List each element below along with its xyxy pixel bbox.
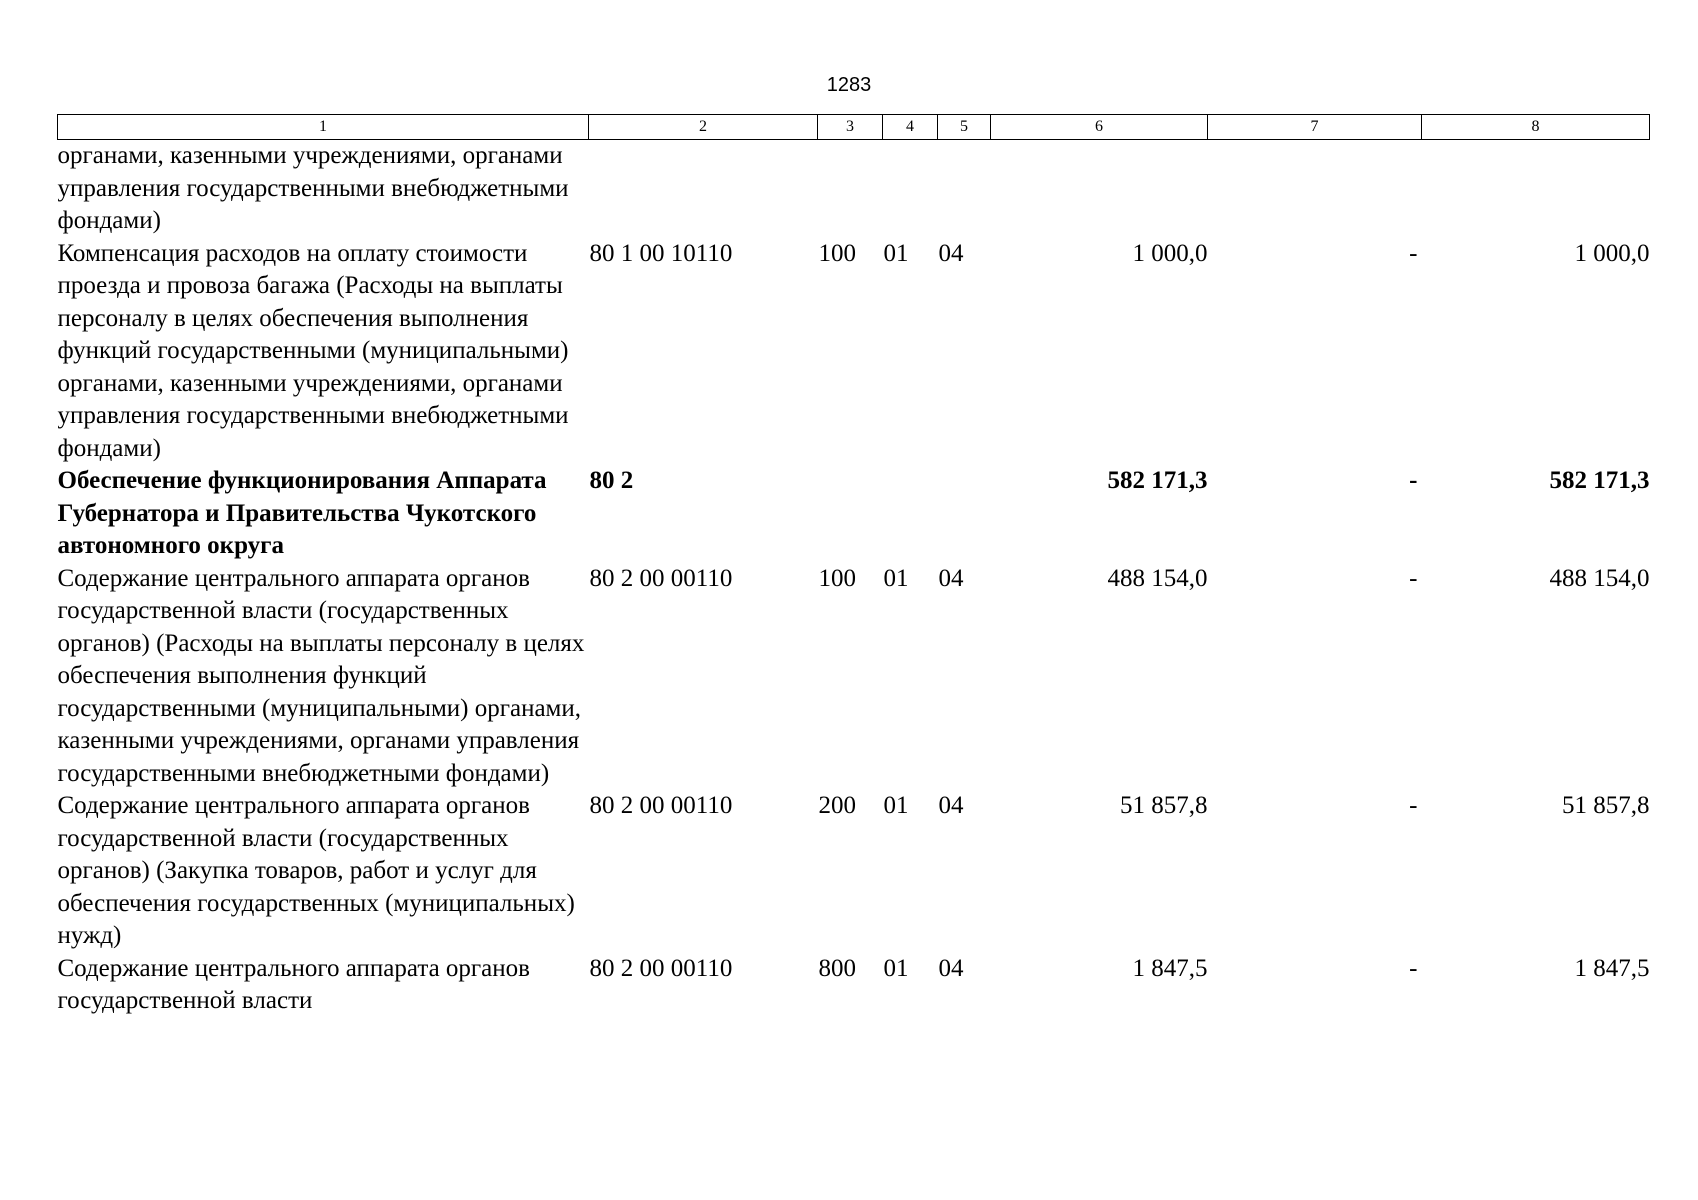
row-section: 01 bbox=[883, 239, 909, 267]
row-code: 80 2 00 00110 bbox=[589, 792, 733, 819]
row-subsection: 04 bbox=[938, 792, 964, 819]
row-amount: 51 857,8 bbox=[1120, 792, 1208, 819]
row-amount: 1 000,0 bbox=[1132, 239, 1208, 267]
row-code: 80 2 00 00110 bbox=[589, 954, 733, 982]
row-expense-type: 800 bbox=[818, 954, 856, 982]
row-amount: 1 847,5 bbox=[1132, 954, 1208, 982]
row-name: органами, казенными учреждениями, органами управления государственными внебюджетными фондами) bbox=[57, 142, 569, 234]
row-change: - bbox=[1409, 954, 1418, 982]
row-name: Содержание центрального аппарата органов государственной власти (государственных органов) (Закупка товаров, работ и услуг для обеспечения государственных (муниципальных) нужд) bbox=[57, 792, 575, 949]
row-code: 80 1 00 10110 bbox=[589, 239, 733, 267]
row-subsection bbox=[938, 465, 991, 563]
budget-table bbox=[57, 114, 1650, 1018]
row-section: 01 bbox=[883, 954, 909, 982]
row-expense-type bbox=[818, 465, 883, 563]
row-total: 488 154,0 bbox=[1549, 564, 1650, 592]
page-number: 1283 bbox=[826, 74, 872, 96]
row-total: 582 171,3 bbox=[1549, 467, 1650, 494]
row-code: 80 2 00 00110 bbox=[589, 564, 733, 592]
column-number-row bbox=[58, 115, 1650, 140]
row-section: 01 bbox=[883, 564, 909, 592]
row-amount: 488 154,0 bbox=[1107, 564, 1208, 592]
column-header-4: 4 bbox=[883, 115, 938, 140]
table-row bbox=[58, 953, 1650, 1018]
row-section bbox=[883, 465, 938, 563]
row-subsection: 04 bbox=[938, 954, 964, 982]
row-name: Содержание центрального аппарата органов государственной власти bbox=[57, 954, 530, 1014]
column-header-5: 5 bbox=[938, 115, 991, 140]
row-name: Содержание центрального аппарата органов государственной власти (государственных органов) (Расходы на выплаты персоналу в целях обеспечения выполнения функций государственными (муниципальными) органами, казенными учреждениями, органами управления государственными внебюджетными фондами) bbox=[57, 564, 585, 787]
row-subsection: 04 bbox=[938, 564, 964, 592]
row-section bbox=[883, 140, 938, 238]
row-amount: 582 171,3 bbox=[1107, 467, 1208, 494]
row-change: - bbox=[1409, 792, 1418, 819]
table-row bbox=[58, 790, 1650, 953]
row-expense-type bbox=[818, 140, 883, 238]
row-expense-type: 100 bbox=[818, 239, 856, 267]
table-row bbox=[58, 238, 1650, 466]
row-code bbox=[589, 140, 818, 238]
row-total: 51 857,8 bbox=[1562, 792, 1650, 819]
column-header-3: 3 bbox=[818, 115, 883, 140]
row-subsection: 04 bbox=[938, 239, 964, 267]
row-amount bbox=[991, 140, 1208, 238]
column-header-8: 8 bbox=[1422, 115, 1650, 140]
row-code: 80 2 bbox=[589, 467, 634, 494]
column-header-6: 6 bbox=[991, 115, 1208, 140]
row-expense-type: 200 bbox=[818, 792, 856, 819]
row-change: - bbox=[1409, 239, 1418, 267]
row-expense-type: 100 bbox=[818, 564, 856, 592]
row-section: 01 bbox=[883, 792, 909, 819]
table-row bbox=[58, 140, 1650, 238]
column-header-2: 2 bbox=[589, 115, 818, 140]
table-row bbox=[58, 563, 1650, 791]
row-total: 1 000,0 bbox=[1574, 239, 1650, 267]
row-total: 1 847,5 bbox=[1574, 954, 1650, 982]
row-change bbox=[1208, 140, 1422, 238]
row-change: - bbox=[1409, 467, 1418, 494]
column-header-1: 1 bbox=[58, 115, 589, 140]
row-subsection bbox=[938, 140, 991, 238]
table-row-section-total bbox=[58, 465, 1650, 563]
column-header-7: 7 bbox=[1208, 115, 1422, 140]
row-total bbox=[1422, 140, 1650, 238]
row-change: - bbox=[1409, 564, 1418, 592]
row-name: Компенсация расходов на оплату стоимости проезда и провоза багажа (Расходы на выплаты персоналу в целях обеспечения выполнения функций государственными (муниципальными) органами, казенными учреждениями, органами управления государственными внебюджетными фондами) bbox=[57, 239, 569, 462]
row-name: Обеспечение функционирования Аппарата Губернатора и Правительства Чукотского автономного округа bbox=[57, 467, 547, 559]
